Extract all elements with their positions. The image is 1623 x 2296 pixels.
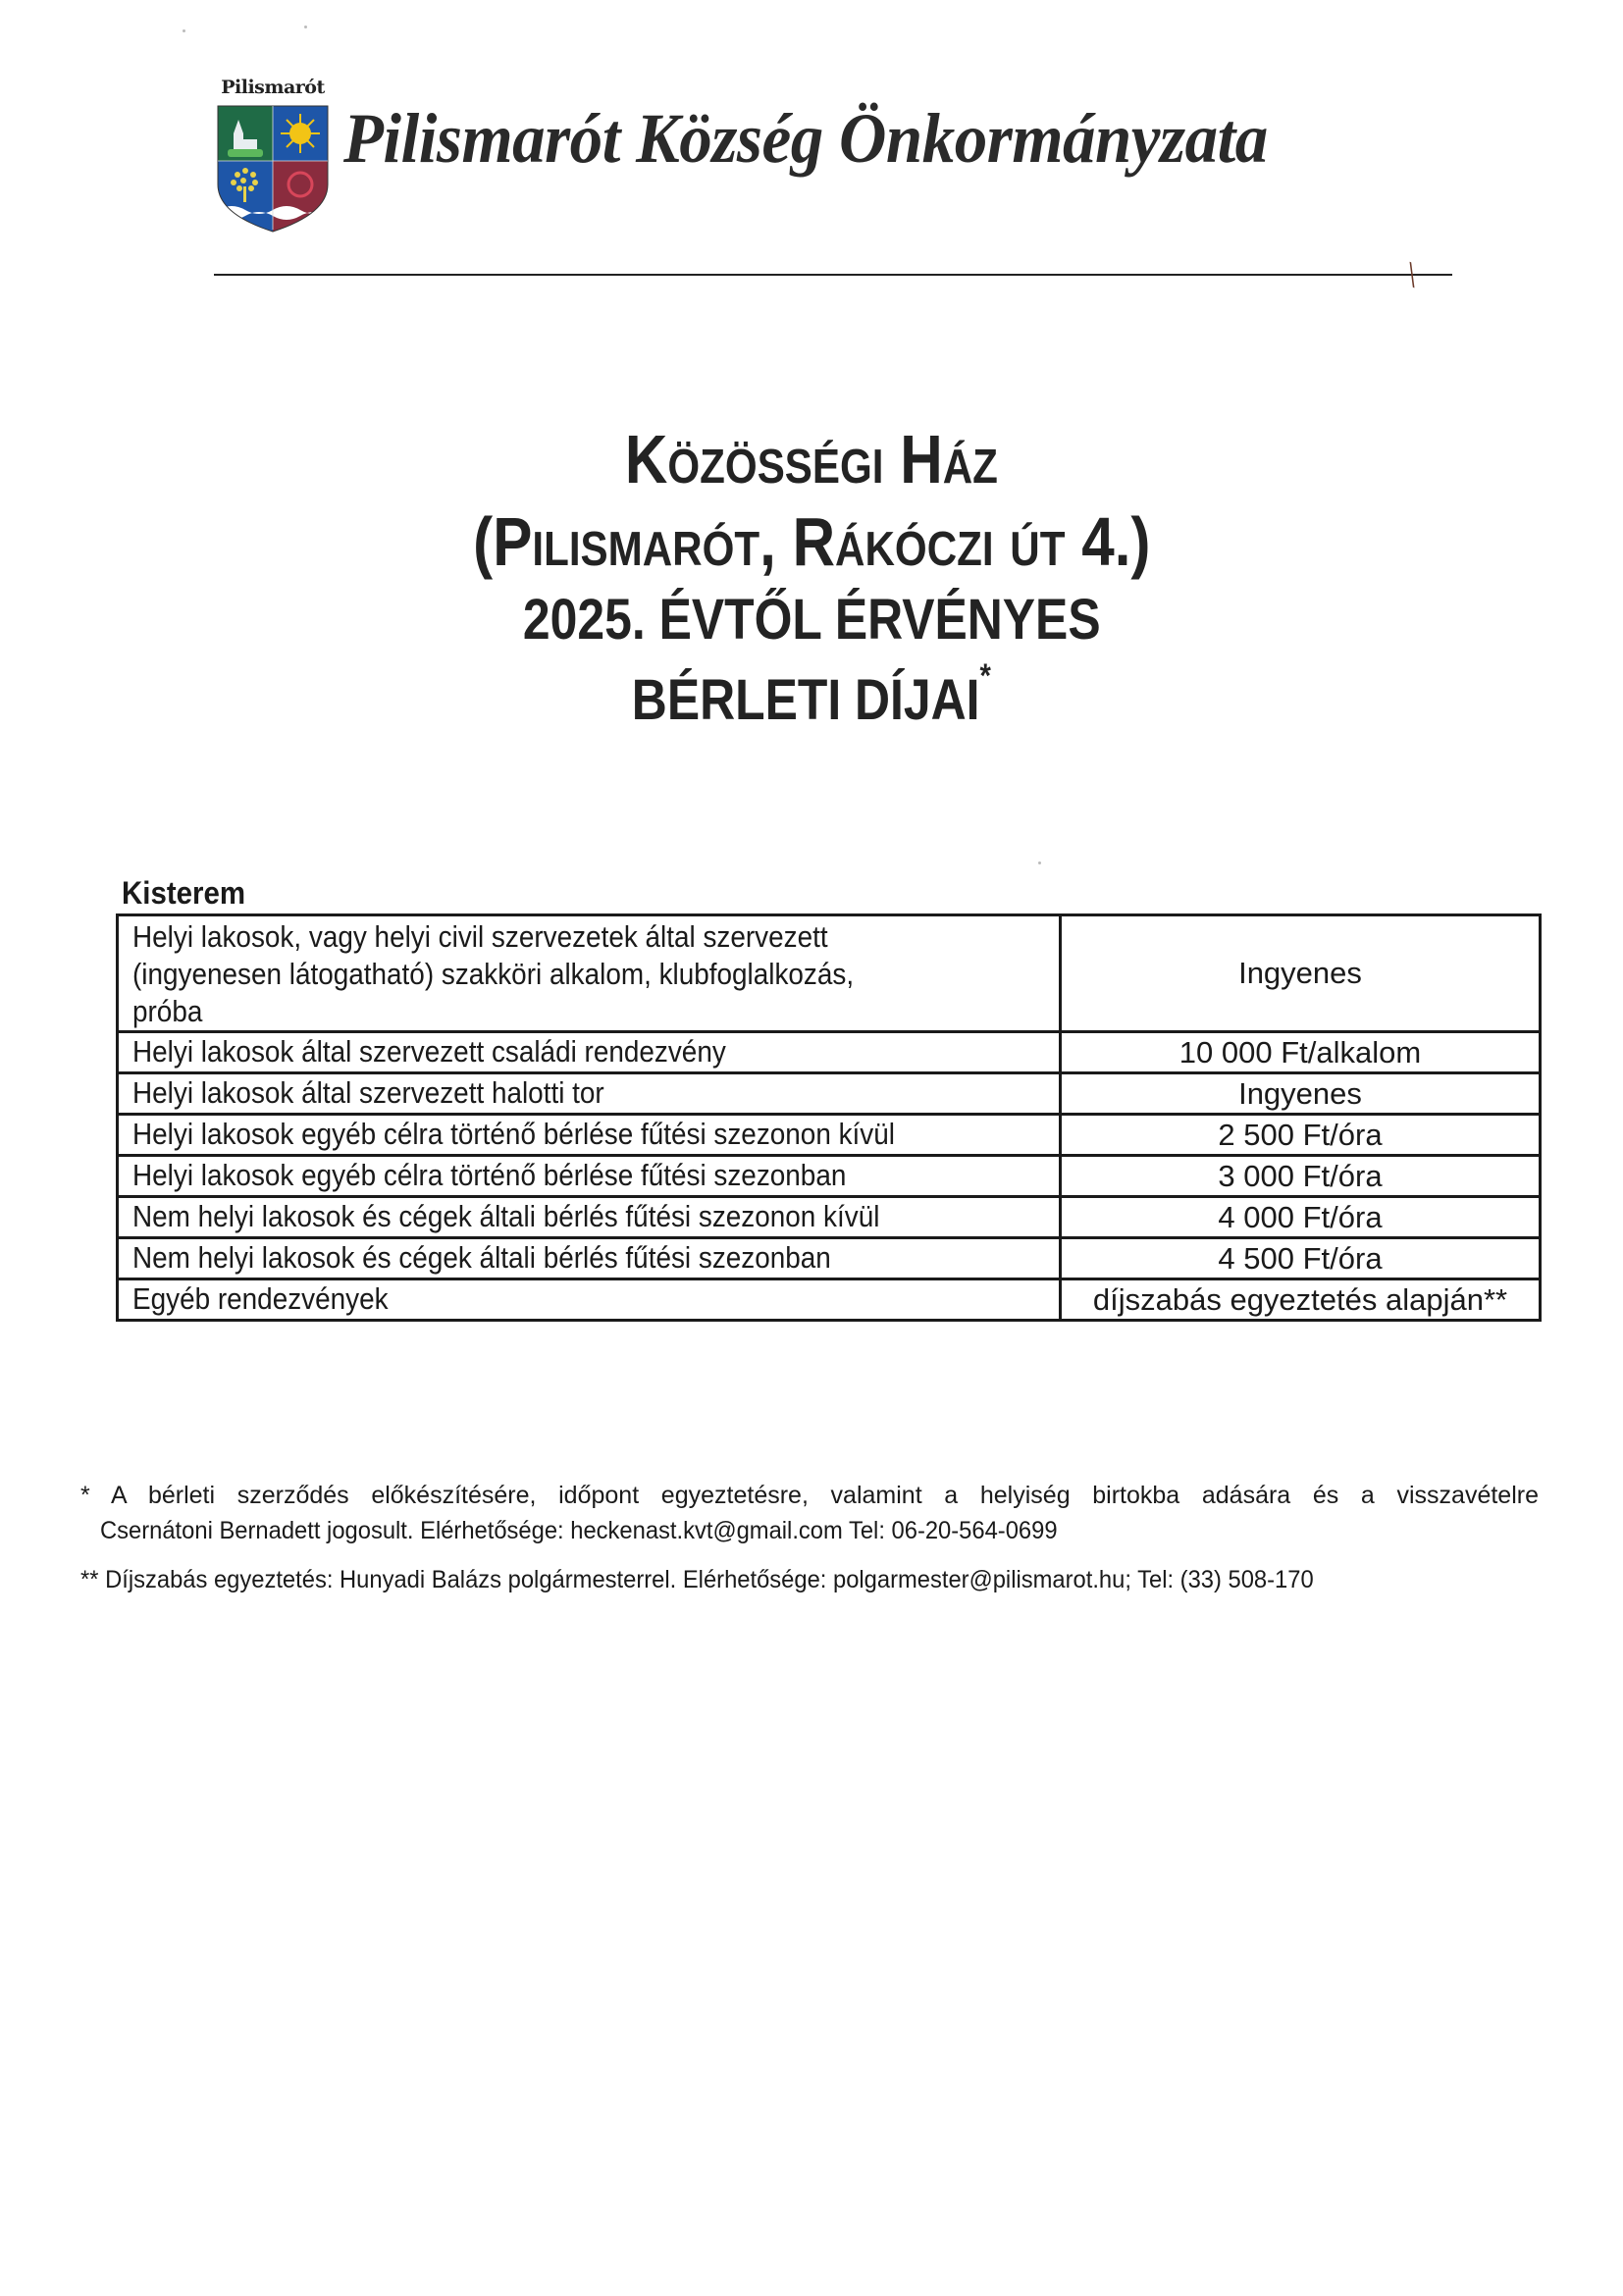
fee-description [118,915,1061,1032]
fee-description-text: Egyéb rendezvények [132,1281,389,1316]
fee-description-line: próba [132,994,203,1028]
fee-price: 2 500 Ft/óra [1061,1115,1541,1156]
logo-caption: Pilismarót [221,77,325,98]
header-divider [214,274,1452,276]
coat-of-arms-icon [214,77,332,234]
title-text: Közösségi Ház [625,421,998,497]
document-title-line-4 [0,657,1623,733]
fee-description [118,1115,1061,1156]
footnote-1-line-1: * A bérleti szerződés előkészítésére, időpont egyeztetésre, valamint a helyiség birtokba adására és a visszavételre [80,1482,1539,1509]
pen-mark-icon: ╲ [1402,261,1422,288]
table-row [118,915,1541,1032]
coat-of-arms-logo [214,77,332,234]
fee-description [118,1073,1061,1115]
fee-description [118,1156,1061,1197]
organization-title: Pilismarót Község Önkormányzata [343,99,1268,178]
footnote-1-line-2: Csernátoni Bernadett jogosult. Elérhetősége: heckenast.kvt@gmail.com Tel: 06-20-564-0699 [100,1517,1058,1544]
table-row [118,1115,1541,1156]
document-title-line-2 [0,502,1623,581]
fee-description-text: Helyi lakosok egyéb célra történő bérlése fűtési szezonban [132,1158,847,1192]
table-row [118,1032,1541,1073]
fee-description-line: (ingyenesen látogatható) szakköri alkalom, klubfoglalkozás, [132,957,855,991]
fee-price: Ingyenes [1061,1073,1541,1115]
fee-price: 4 000 Ft/óra [1061,1197,1541,1238]
document-title-line-3 [0,587,1623,652]
fee-description-text: Helyi lakosok egyéb célra történő bérlése fűtési szezonon kívül [132,1117,895,1151]
fee-price: 3 000 Ft/óra [1061,1156,1541,1197]
footnote-2 [80,1562,1379,1597]
table-row [118,1238,1541,1279]
fee-price: díjszabás egyeztetés alapján** [1061,1279,1541,1321]
validity-text: 2025. ÉVTŐL ÉRVÉNYES [522,588,1101,652]
fee-description-line: Helyi lakosok, vagy helyi civil szervezetek által szervezett [132,919,828,954]
fee-description-text: Helyi lakosok által szervezett halotti tor [132,1075,604,1110]
fees-table [116,913,1542,1322]
table-row [118,1156,1541,1197]
scan-speck [183,29,185,32]
fees-heading-text: BÉRLETI DÍJAI [631,668,980,732]
fee-price: 10 000 Ft/alkalom [1061,1032,1541,1073]
footnote-1 [80,1478,1539,1548]
footnote-mark: * [979,657,992,695]
document-title-line-1 [0,420,1623,498]
fee-description [118,1279,1061,1321]
table-row [118,1279,1541,1321]
table-row [118,1073,1541,1115]
scan-speck [1038,861,1041,864]
address-text: (Pilismarót, Rákóczi út 4.) [472,503,1151,580]
fee-description [118,1032,1061,1073]
fee-description-text: Nem helyi lakosok és cégek általi bérlés fűtési szezonban [132,1240,831,1275]
table-row [118,1197,1541,1238]
scan-speck [304,26,307,28]
footnote-2-text: ** Díjszabás egyeztetés: Hunyadi Balázs polgármesterrel. Elérhetősége: polgarmester@pilismarot.hu; Tel: (33) 508-170 [80,1566,1314,1593]
footnote-1-line-2-wrap [80,1513,1539,1548]
fee-description [118,1238,1061,1279]
fee-price: 4 500 Ft/óra [1061,1238,1541,1279]
fee-description [118,1197,1061,1238]
fee-price: Ingyenes [1061,915,1541,1032]
section-label-kisterem: Kisterem [122,875,245,911]
fee-description-text: Helyi lakosok által szervezett családi rendezvény [132,1034,726,1069]
fee-description-text: Nem helyi lakosok és cégek általi bérlés fűtési szezonon kívül [132,1199,880,1233]
